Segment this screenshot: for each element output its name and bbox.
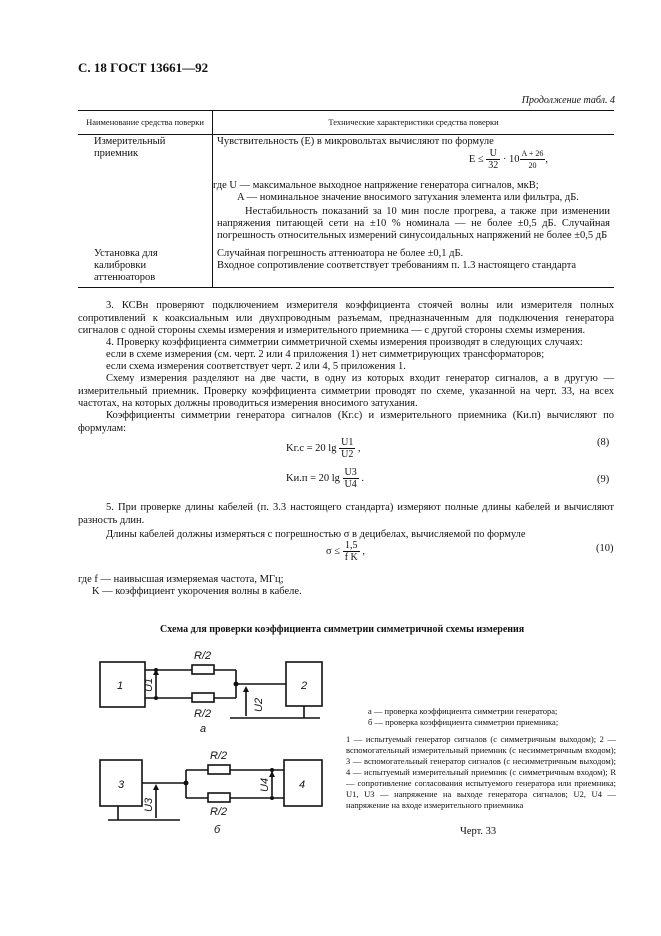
r-label-a-top: R/2 (194, 650, 212, 662)
resistor (192, 665, 214, 674)
where-f: где f — наивысшая измеряемая частота, МГц; (78, 574, 284, 585)
paragraph-4: 4. Проверку коэффициента симметрии симметричной схемы измерения производят в следующих случаях: (106, 337, 583, 348)
row-name-receiver: Измерительный приемник (78, 135, 213, 244)
attenuator-error: Случайная погрешность аттенюатора не более ±0,1 дБ. (217, 248, 464, 259)
formula-8: Kг.с = 20 lg $\frac{U1}{U2}$ , (286, 437, 361, 460)
row-name-attenuator: Установка для калибровки аттенюаторов (78, 243, 213, 288)
where-u: где U — максимальное выходное напряжение генератора сигналов, мкВ; (213, 180, 539, 191)
paragraph-5: 5. При проверке длины кабелей (п. 3.3 настоящего стандарта) измеряют полные длины кабелей и вычисляют разность длин. (78, 502, 614, 526)
sensitivity-formula: E ≤ $\frac{U}{32}$ · 10 $^{\frac{A + 26}{20}}$ , (468, 148, 548, 171)
formula-exponent: A + 26 20 (521, 149, 544, 170)
formula-fraction: $\frac{U}{32}$ (488, 148, 499, 171)
formula-10-number: (10) (596, 543, 614, 554)
paragraph-5b: Длины кабелей должны измеряться с погрешностью σ в децибелах, вычисляемой по формуле (106, 529, 526, 540)
where-k: K — коэффициент укорочения волны в кабеле. (92, 586, 302, 597)
attenuator-impedance: Входное сопротивление соответствует требованиям п. 1.3 настоящего стандарта (217, 260, 577, 271)
formula-power: · 10 (502, 153, 520, 165)
paragraph-4c: Схему измерения разделяют на две части, в одну из которых входит генератор сигналов, а в другую — измерительный приемник. Проверку коэффициента симметрии проводят по схеме, указанной на черт. 33, на всех частотах, на которых должны проводиться измерения вносимого затухания. (78, 373, 614, 409)
r-label-b-top: R/2 (210, 750, 228, 762)
formula-9: Kи.п = 20 lg $\frac{U3}{U4}$ . (286, 467, 365, 490)
formula-8-fraction: $\frac{U1}{U2}$ (341, 437, 354, 460)
paragraph-4d: Коэффициенты симметрии генератора сигналов (Кг.с) и измерительного приемника (Ки.п) вычисляют по формулам: (78, 410, 614, 434)
u3-label: U3 (143, 797, 155, 812)
formula-9-fraction: $\frac{U3}{U4}$ (344, 467, 357, 490)
legend-text: 1 — испытуемый генератор сигналов (с симметричным выходом); 2 — вспомогательный измерительный приемник (с несимметричным входом); 3 — вспомогательный генератор сигналов (с несимметричным выходом); 4 — испытуемый измерительный приемник (с симметричным входом); R — сопротивление согласования испытуемого генератора или приемника; U1, U3 — напряжение на выходе генератора сигналов; U2, U4 — напряжение на входе измерительного приемника (346, 734, 616, 810)
verification-table (78, 110, 614, 288)
where-a: A — номинальное значение вносимого затухания элемента или фильтра, дБ. (237, 192, 579, 203)
row-chars-attenuator (213, 243, 615, 288)
sensitivity-text: Чувствительность (E) в микровольтах вычисляют по формуле (217, 136, 494, 147)
circuit-diagram (90, 640, 350, 840)
r-label-b-bottom: R/2 (210, 806, 228, 818)
resistor (208, 765, 230, 774)
box-3-label: 3 (118, 779, 125, 791)
formula-9-number: (9) (597, 474, 610, 485)
u4-label: U4 (259, 777, 271, 792)
paragraph-3: 3. КСВн проверяют подключением измерителя коэффициента стоячей волны или измерителя полных сопротивлений к коаксиальным или двухпроводным разъемам, предназначенным для подключения генератора сигналов с одной стороны схемы измерения и измерительного приемника — с другой стороны схемы измерения. (78, 300, 614, 336)
u1-label: U1 (143, 677, 155, 692)
formula-lhs: E ≤ (468, 153, 484, 165)
row-chars-receiver (213, 135, 615, 244)
box-4-label: 4 (299, 779, 306, 791)
paragraph-4a: если в схеме измерения (см. черт. 2 или 4 приложения 1) нет симметрирующих трансформаторов; (106, 349, 545, 360)
r-label-a-bottom: R/2 (194, 708, 212, 720)
formula-8-number: (8) (597, 437, 610, 448)
label-a: а (200, 723, 207, 735)
formula-10-fraction: $\frac{1,5}{\text{f K}}$ (344, 540, 358, 563)
col-header-characteristics: Технические характеристики средства поверки (213, 111, 615, 135)
figure-caption: Черт. 33 (460, 826, 497, 837)
legend-a: а — проверка коэффициента симметрии генератора; (368, 706, 558, 716)
legend-b: б — проверка коэффициента симметрии приемника; (368, 717, 559, 727)
page-header: С. 18 ГОСТ 13661—92 (78, 60, 209, 75)
box-1-label: 1 (117, 680, 124, 692)
col-header-name: Наименование средства поверки (78, 111, 213, 135)
figure-title: Схема для проверки коэффициента симметрии симметричной схемы измерения (160, 624, 525, 635)
table-continuation-label: Продолжение табл. 4 (521, 95, 615, 106)
label-b: б (214, 824, 221, 836)
resistor (192, 693, 214, 702)
resistor (208, 793, 230, 802)
formula-10: σ ≤ $\frac{1,5}{\text{f K}}$ , (326, 540, 365, 563)
u2-label: U2 (253, 697, 265, 712)
instability-text: Нестабильность показаний за 10 мин после прогрева, а также при изменении напряжения питающей сети на ±10 % номинала — не более ±0,5 дБ. Случайная погрешность относительных измерений синусоидальных напряжений не более ±0,5 дБ (217, 206, 610, 241)
box-2-label: 2 (301, 680, 308, 692)
paragraph-4b: если схема измерения соответствует черт. 2 или 4, 5 приложения 1. (106, 361, 406, 372)
